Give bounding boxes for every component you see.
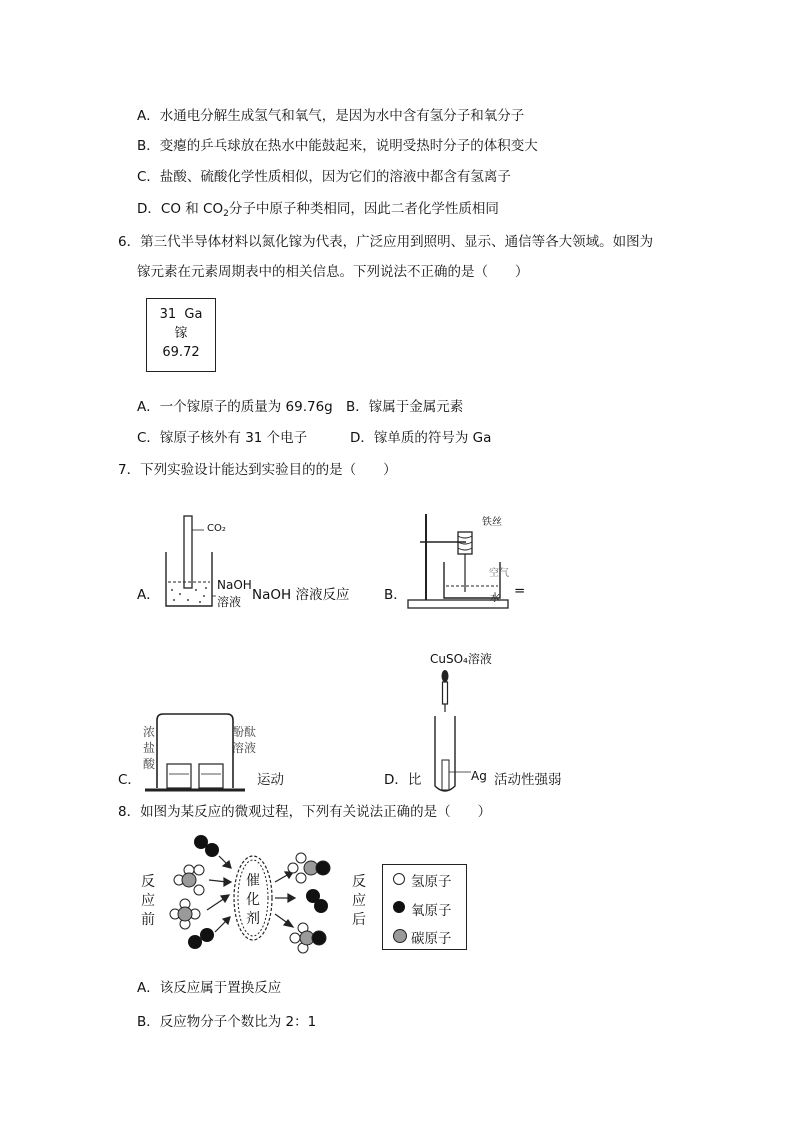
- q8-option-b: B．反应物分子个数比为 2：1: [137, 1014, 317, 1030]
- after-char-1: 反: [352, 874, 366, 890]
- q6-option-a: A．一个镓原子的质量为 69.76g: [137, 399, 333, 415]
- q7-option-b-tail: =: [514, 583, 526, 599]
- after-char-3: 后: [352, 912, 366, 928]
- oxygen-legend-icon: [393, 901, 405, 913]
- dropper-bulb: [442, 670, 449, 682]
- before-char-2: 应: [141, 893, 155, 909]
- silver-strip: [442, 760, 449, 790]
- before-char-1: 反: [141, 874, 155, 890]
- q5-option-d-pre: D．CO 和 CO: [137, 201, 224, 217]
- air-label: 空气: [489, 568, 509, 579]
- beaker: [166, 552, 212, 606]
- reactant-o2-molecule-1: [194, 835, 219, 857]
- q6-stem-line2: 镓元素在元素周期表中的相关信息。下列说法不正确的是（ ）: [137, 264, 529, 280]
- q5-option-d-post: 分子中原子种类相同，因此二者化学性质相同: [228, 201, 499, 217]
- hcl-beaker: [167, 764, 191, 788]
- test-tube: [435, 716, 455, 791]
- q5-option-d-sub: 2: [223, 209, 229, 219]
- hcl-label-2: 盐: [143, 741, 156, 755]
- catalyst-char-1: 催: [246, 873, 260, 889]
- hcl-label-1: 浓: [143, 725, 156, 739]
- carbon-legend-label: 碳原子: [411, 931, 452, 947]
- q7-option-a-tail: NaOH 溶液反应: [252, 587, 350, 603]
- naoh-label-1: NaOH: [217, 578, 252, 592]
- legend-box: [382, 864, 467, 950]
- reactant-o2-molecule-2: [188, 928, 214, 949]
- q6-stem-line1: 6．第三代半导体材料以氮化镓为代表，广泛应用到照明、显示、通信等各大领域。如图为: [118, 234, 654, 250]
- q5-option-c: C．盐酸、硫酸化学性质相似，因为它们的溶液中都含有氢离子: [137, 169, 511, 185]
- q5-option-d: [137, 197, 499, 219]
- atomic-number: 31: [159, 307, 177, 322]
- q7-option-d-letter: D．比: [384, 772, 422, 788]
- q7-option-c-tail: 运动: [257, 772, 284, 788]
- q8-stem: 8．如图为某反应的微观过程，下列有关说法正确的是（ ）: [118, 804, 492, 820]
- product-o2-molecule: [306, 889, 328, 913]
- q6-option-b: B．镓属于金属元素: [346, 399, 464, 415]
- input-arrows: [207, 856, 231, 932]
- liquid-dots: [171, 587, 207, 603]
- cuso4-label: CuSO₄溶液: [430, 652, 492, 666]
- iron-wire-label: 铁丝: [482, 517, 502, 528]
- dropper-barrel: [443, 682, 448, 704]
- phenolphthalein-label-2: 溶液: [232, 741, 257, 755]
- before-reaction-label: [141, 873, 155, 930]
- q6-option-d: D．镓单质的符号为 Ga: [350, 430, 492, 446]
- iron-wire-coil: [458, 536, 472, 550]
- periodic-table-cell: [146, 298, 216, 372]
- phenolphthalein-label-1: 酚酞: [232, 725, 257, 739]
- oxygen-legend-label: 氧原子: [411, 903, 452, 919]
- hcl-label-3: 酸: [143, 757, 156, 771]
- atomic-mass: 69.72: [162, 345, 200, 360]
- q7-option-a-letter: A．: [137, 587, 160, 603]
- reactant-ch4-molecule-2: [170, 899, 200, 929]
- co2-label: CO₂: [207, 523, 226, 534]
- q8-option-a: A．该反应属于置换反应: [137, 980, 282, 996]
- product-molecule-2: [290, 923, 326, 953]
- cell-top-row: [147, 305, 215, 324]
- water-label: 水: [490, 593, 500, 604]
- output-arrows: [275, 872, 295, 927]
- naoh-label-2: 溶液: [217, 595, 242, 609]
- hydrogen-legend-label: 氢原子: [411, 874, 452, 890]
- test-tube-co2: [184, 516, 192, 588]
- carbon-legend-icon: [393, 929, 407, 943]
- ag-label: Ag: [471, 769, 487, 783]
- phenolphthalein-beaker: [199, 764, 223, 788]
- before-char-3: 前: [141, 912, 155, 928]
- bell-jar: [157, 714, 233, 788]
- hydrogen-legend-icon: [393, 873, 405, 885]
- q6-option-c: C．镓原子核外有 31 个电子: [137, 430, 308, 446]
- q5-option-b: B．变瘪的乒乓球放在热水中能鼓起来，说明受热时分子的体积变大: [137, 138, 538, 154]
- after-reaction-label: [352, 873, 366, 930]
- after-char-2: 应: [352, 893, 366, 909]
- element-symbol: Ga: [184, 307, 203, 322]
- q7-option-d-tail: 活动性强弱: [494, 772, 562, 788]
- catalyst-char-3: 剂: [246, 911, 260, 927]
- q5-option-a: A．水通电分解生成氢气和氧气，是因为水中含有氢分子和氧分子: [137, 108, 525, 124]
- catalyst-text: [245, 872, 261, 929]
- q7-option-c-letter: C．: [118, 772, 141, 788]
- element-name: 镓: [174, 326, 188, 341]
- reactant-ch4-molecule-1: [174, 865, 204, 895]
- q7-option-b-letter: B．: [384, 587, 407, 603]
- catalyst-char-2: 化: [246, 892, 260, 908]
- product-h2o-molecule-1: [288, 853, 330, 883]
- q7-stem: 7．下列实验设计能达到实验目的的是（ ）: [118, 462, 397, 478]
